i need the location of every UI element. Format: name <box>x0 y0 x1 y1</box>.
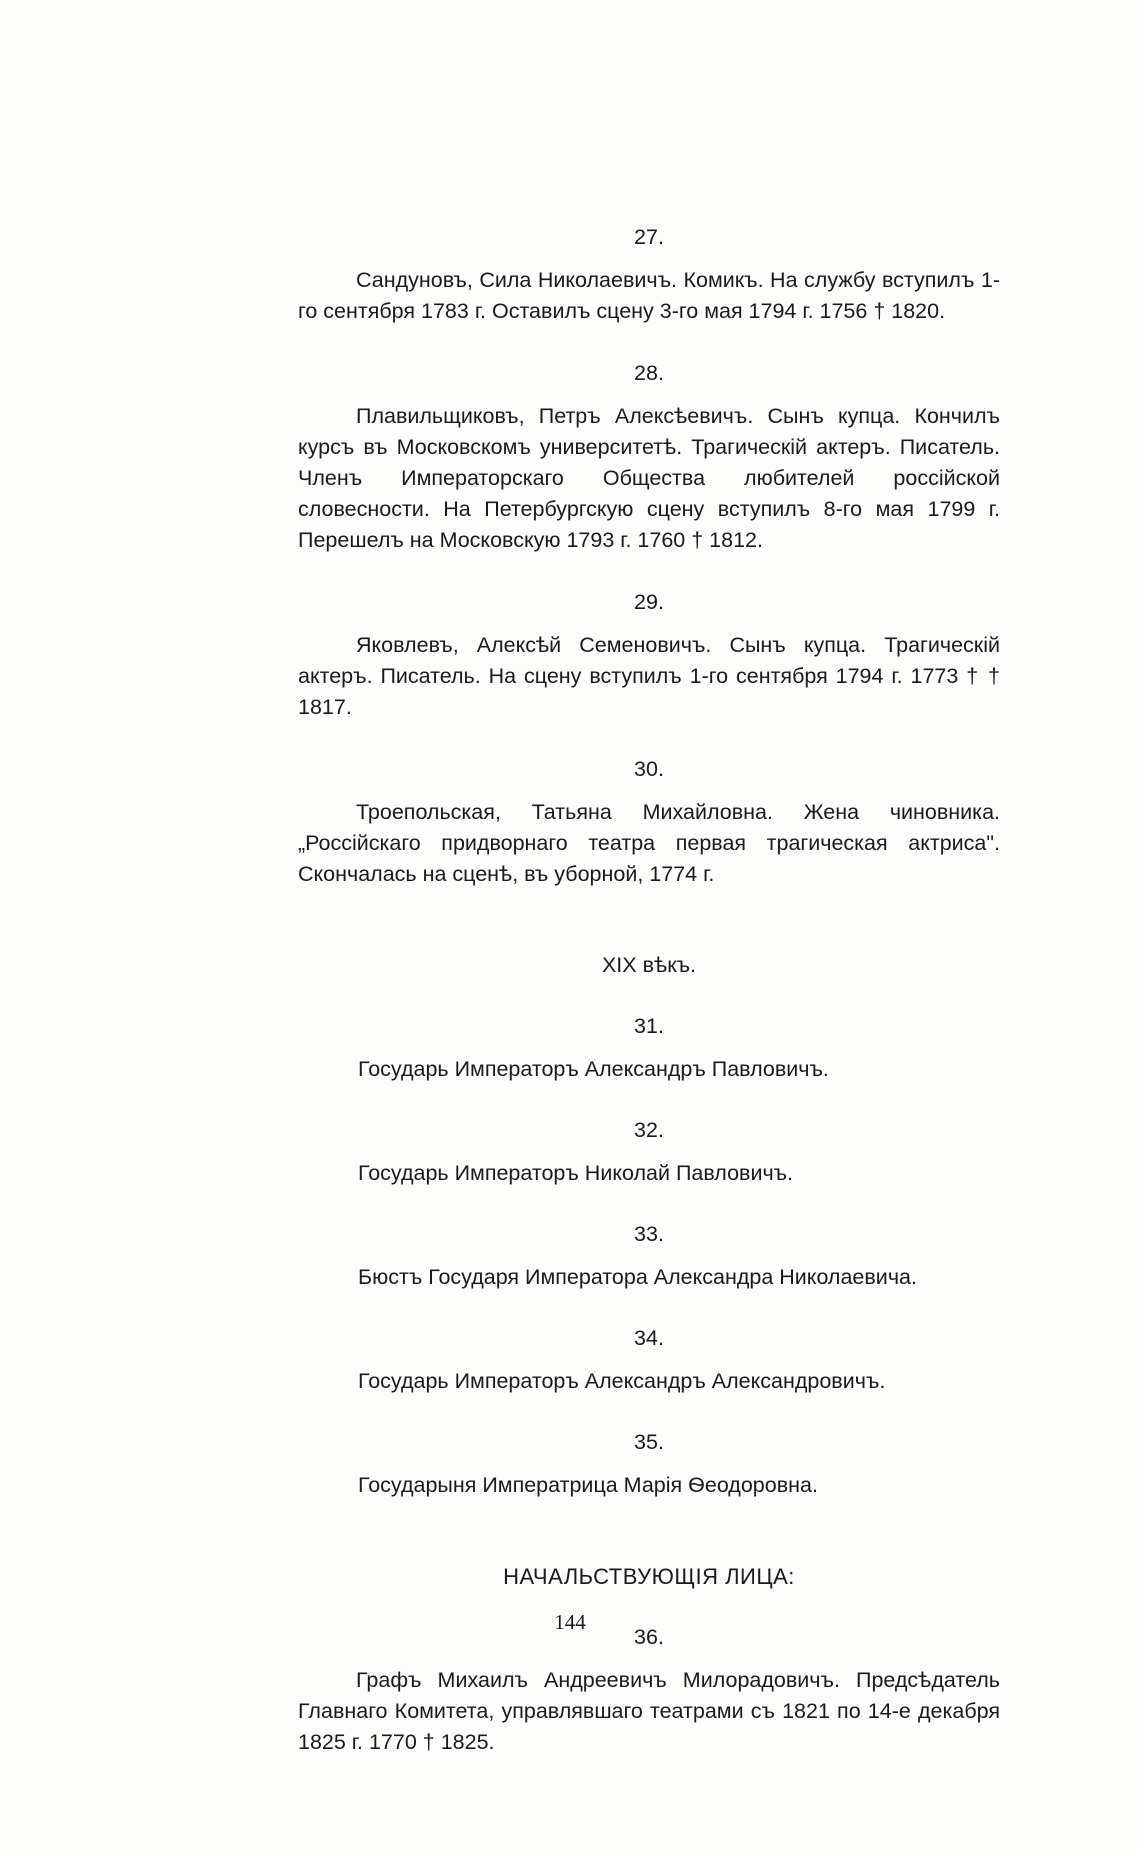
entry-text: Государыня Императрица Марія Ѳеодоровна. <box>358 1473 818 1497</box>
text-column <box>298 222 1000 1789</box>
entry-text: Яковлевъ, Алексѣй Семеновичъ. Сынъ купца. Трагическій актеръ. Писатель. На сцену вступилъ 1-го сентября 1794 г. 1773 † † 1817. <box>298 633 1000 719</box>
entry-text: Троепольская, Татьяна Михайловна. Жена чиновника. „Россійскаго придворнаго театра первая трагическая актриса". Скончалась на сценѣ, въ уборной, 1774 г. <box>298 800 1000 886</box>
entry-number: 36. <box>634 1625 664 1649</box>
entry-text: Государь Императоръ Николай Павловичъ. <box>358 1161 794 1185</box>
entry-number: 33. <box>634 1222 664 1246</box>
entry-text: Государь Императоръ Александръ Александровичъ. <box>358 1369 886 1393</box>
entry-number: 31. <box>634 1014 664 1038</box>
entry-number: 29. <box>634 590 664 614</box>
section-heading-officials: НАЧАЛЬСТВУЮЩІЯ ЛИЦА: <box>503 1564 795 1589</box>
entry-number: 35. <box>634 1430 664 1454</box>
entry-text: Графъ Михаилъ Андреевичъ Милорадовичъ. Предсѣдатель Главнаго Комитета, управлявшаго театрами съ 1821 по 14-е декабря 1825 г. 1770 † 1825. <box>298 1668 1000 1754</box>
entry-number: 34. <box>634 1326 664 1350</box>
entry-number: 32. <box>634 1118 664 1142</box>
entry-number: 27. <box>634 225 664 249</box>
page-number: 144 <box>554 1610 586 1634</box>
section-heading-19th-century: XIX вѣкъ. <box>601 953 697 977</box>
entry-text: Государь Императоръ Александръ Павловичъ. <box>358 1057 829 1081</box>
entry-text: Сандуновъ, Сила Николаевичъ. Комикъ. На службу вступилъ 1-го сентября 1783 г. Оставилъ сцену 3-го мая 1794 г. 1756 † 1820. <box>298 268 1000 323</box>
entry-number: 28. <box>634 361 664 385</box>
entry-number: 30. <box>634 757 664 781</box>
entry-text: Плавильщиковъ, Петръ Алексѣевичъ. Сынъ купца. Кончилъ курсъ въ Московскомъ университетѣ. Трагическій актеръ. Писатель. Членъ Императорскаго Общества любителей россійской словесности. На Петербургскую сцену вступилъ 8-го мая 1799 г. Перешелъ на Московскую 1793 г. 1760 † 1812. <box>298 404 1000 552</box>
entry-text: Бюстъ Государя Императора Александра Николаевича. <box>358 1265 917 1289</box>
